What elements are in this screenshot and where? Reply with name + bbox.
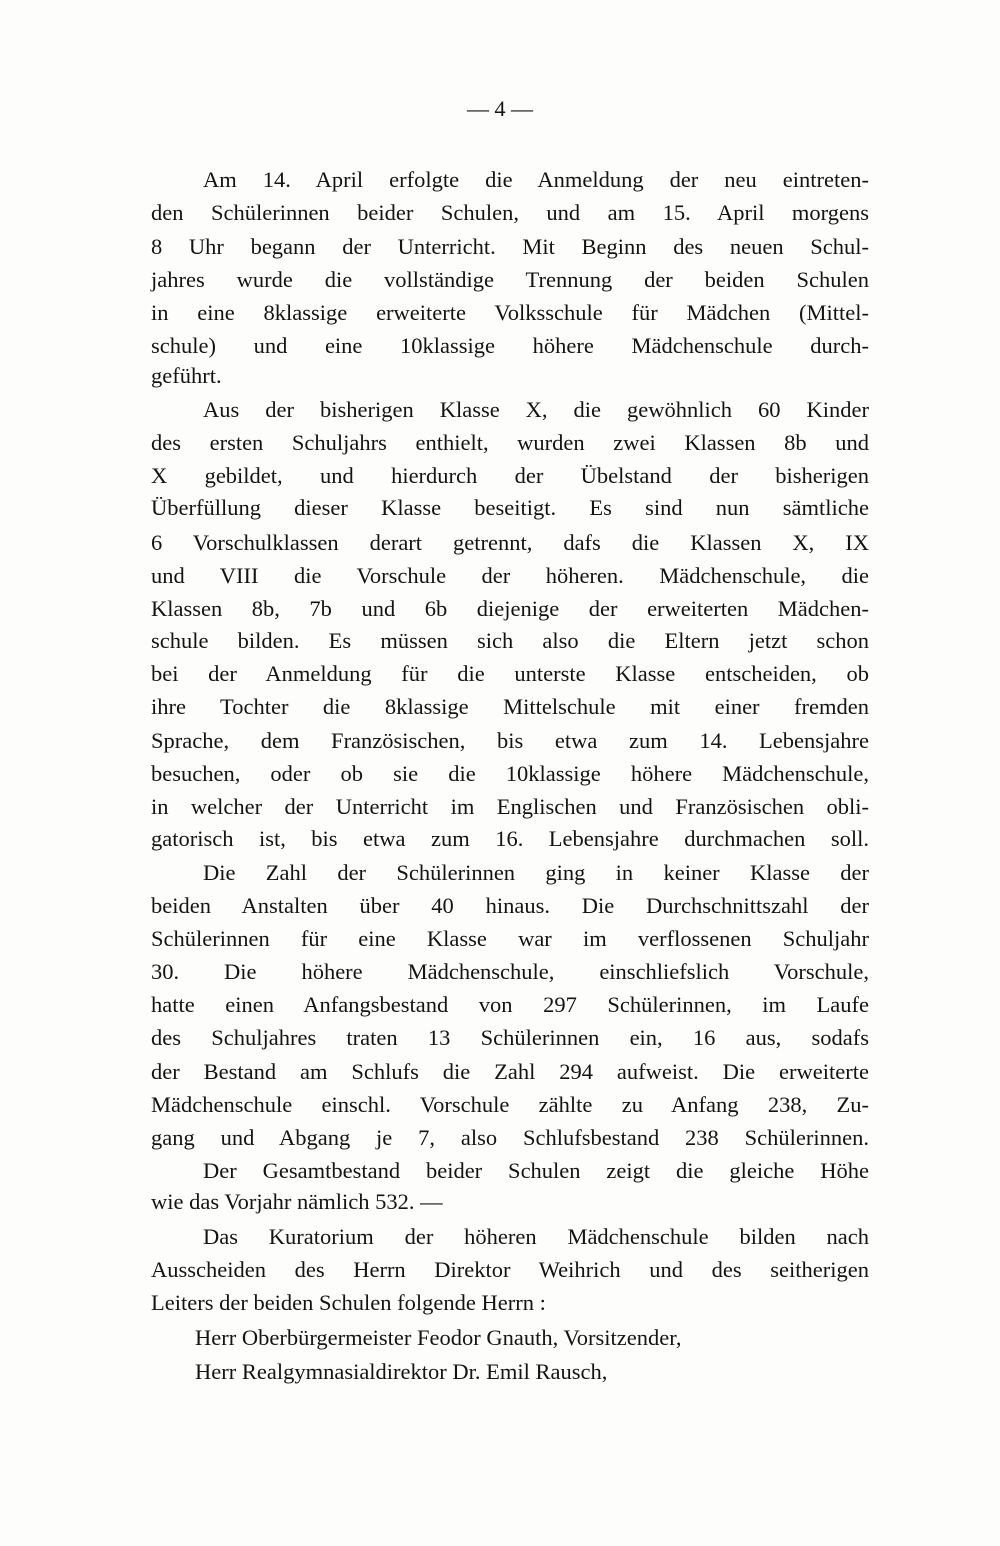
text-line: Herr Realgymnasialdirektor Dr. Emil Rausch, [195,1359,608,1384]
text-line: des ersten Schuljahrs enthielt, wurden zwei Klassen 8b und [151,430,869,455]
text-line: und VIII die Vorschule der höheren. Mädchenschule, die [151,563,869,588]
text-line: des Schuljahres traten 13 Schülerinnen ein, 16 aus, sodafs [151,1025,869,1050]
text-line: Das Kuratorium der höheren Mädchenschule bilden nach [203,1224,869,1249]
text-line: gatorisch ist, bis etwa zum 16. Lebensjahre durchmachen soll. [151,826,869,851]
text-line: hatte einen Anfangsbestand von 297 Schülerinnen, im Laufe [151,992,869,1017]
text-line: Schülerinnen für eine Klasse war im verflossenen Schuljahr [151,926,869,951]
text-line: 6 Vorschulklassen derart getrennt, dafs die Klassen X, IX [151,530,869,555]
text-line: gang und Abgang je 7, also Schlufsbestand 238 Schülerinnen. [151,1125,869,1150]
text-line: Ausscheiden des Herrn Direktor Weihrich und des seitherigen [151,1257,869,1282]
text-line: Klassen 8b, 7b und 6b diejenige der erweiterten Mädchen- [151,596,869,621]
text-line: beiden Anstalten über 40 hinaus. Die Durchschnittszahl der [151,893,869,918]
text-line: jahres wurde die vollständige Trennung der beiden Schulen [151,267,869,292]
text-line: schule bilden. Es müssen sich also die Eltern jetzt schon [151,628,869,653]
text-line: der Bestand am Schlufs die Zahl 294 aufweist. Die erweiterte [151,1059,869,1084]
text-line: X gebildet, und hierdurch der Übelstand der bisherigen [151,463,869,488]
text-line: ihre Tochter die 8klassige Mittelschule mit einer fremden [151,694,869,719]
text-line: Mädchenschule einschl. Vorschule zählte zu Anfang 238, Zu- [151,1092,869,1117]
page-number: — 4 — [467,96,533,121]
text-line: Der Gesamtbestand beider Schulen zeigt die gleiche Höhe [203,1158,869,1183]
text-line: Die Zahl der Schülerinnen ging in keiner Klasse der [203,860,869,885]
text-line: Herr Oberbürgermeister Feodor Gnauth, Vorsitzender, [195,1325,682,1350]
text-line: 8 Uhr begann der Unterricht. Mit Beginn des neuen Schul- [151,234,869,259]
text-line: 30. Die höhere Mädchenschule, einschliefslich Vorschule, [151,959,869,984]
text-line: Leiters der beiden Schulen folgende Herrn : [151,1290,546,1315]
text-line: besuchen, oder ob sie die 10klassige höhere Mädchenschule, [151,761,869,786]
text-line: Überfüllung dieser Klasse beseitigt. Es sind nun sämtliche [151,495,869,520]
text-line: schule) und eine 10klassige höhere Mädchenschule durch- [151,333,869,358]
text-line: bei der Anmeldung für die unterste Klasse entscheiden, ob [151,661,869,686]
text-line: geführt. [151,363,222,388]
text-line: in eine 8klassige erweiterte Volksschule für Mädchen (Mittel- [151,300,869,325]
text-line: in welcher der Unterricht im Englischen und Französischen obli- [151,794,869,819]
text-line: wie das Vorjahr nämlich 532. — [151,1189,443,1214]
text-line: den Schülerinnen beider Schulen, und am 15. April morgens [151,200,869,225]
text-line: Aus der bisherigen Klasse X, die gewöhnlich 60 Kinder [203,397,869,422]
text-line: Am 14. April erfolgte die Anmeldung der neu eintreten- [203,167,869,192]
text-line: Sprache, dem Französischen, bis etwa zum 14. Lebensjahre [151,728,869,753]
